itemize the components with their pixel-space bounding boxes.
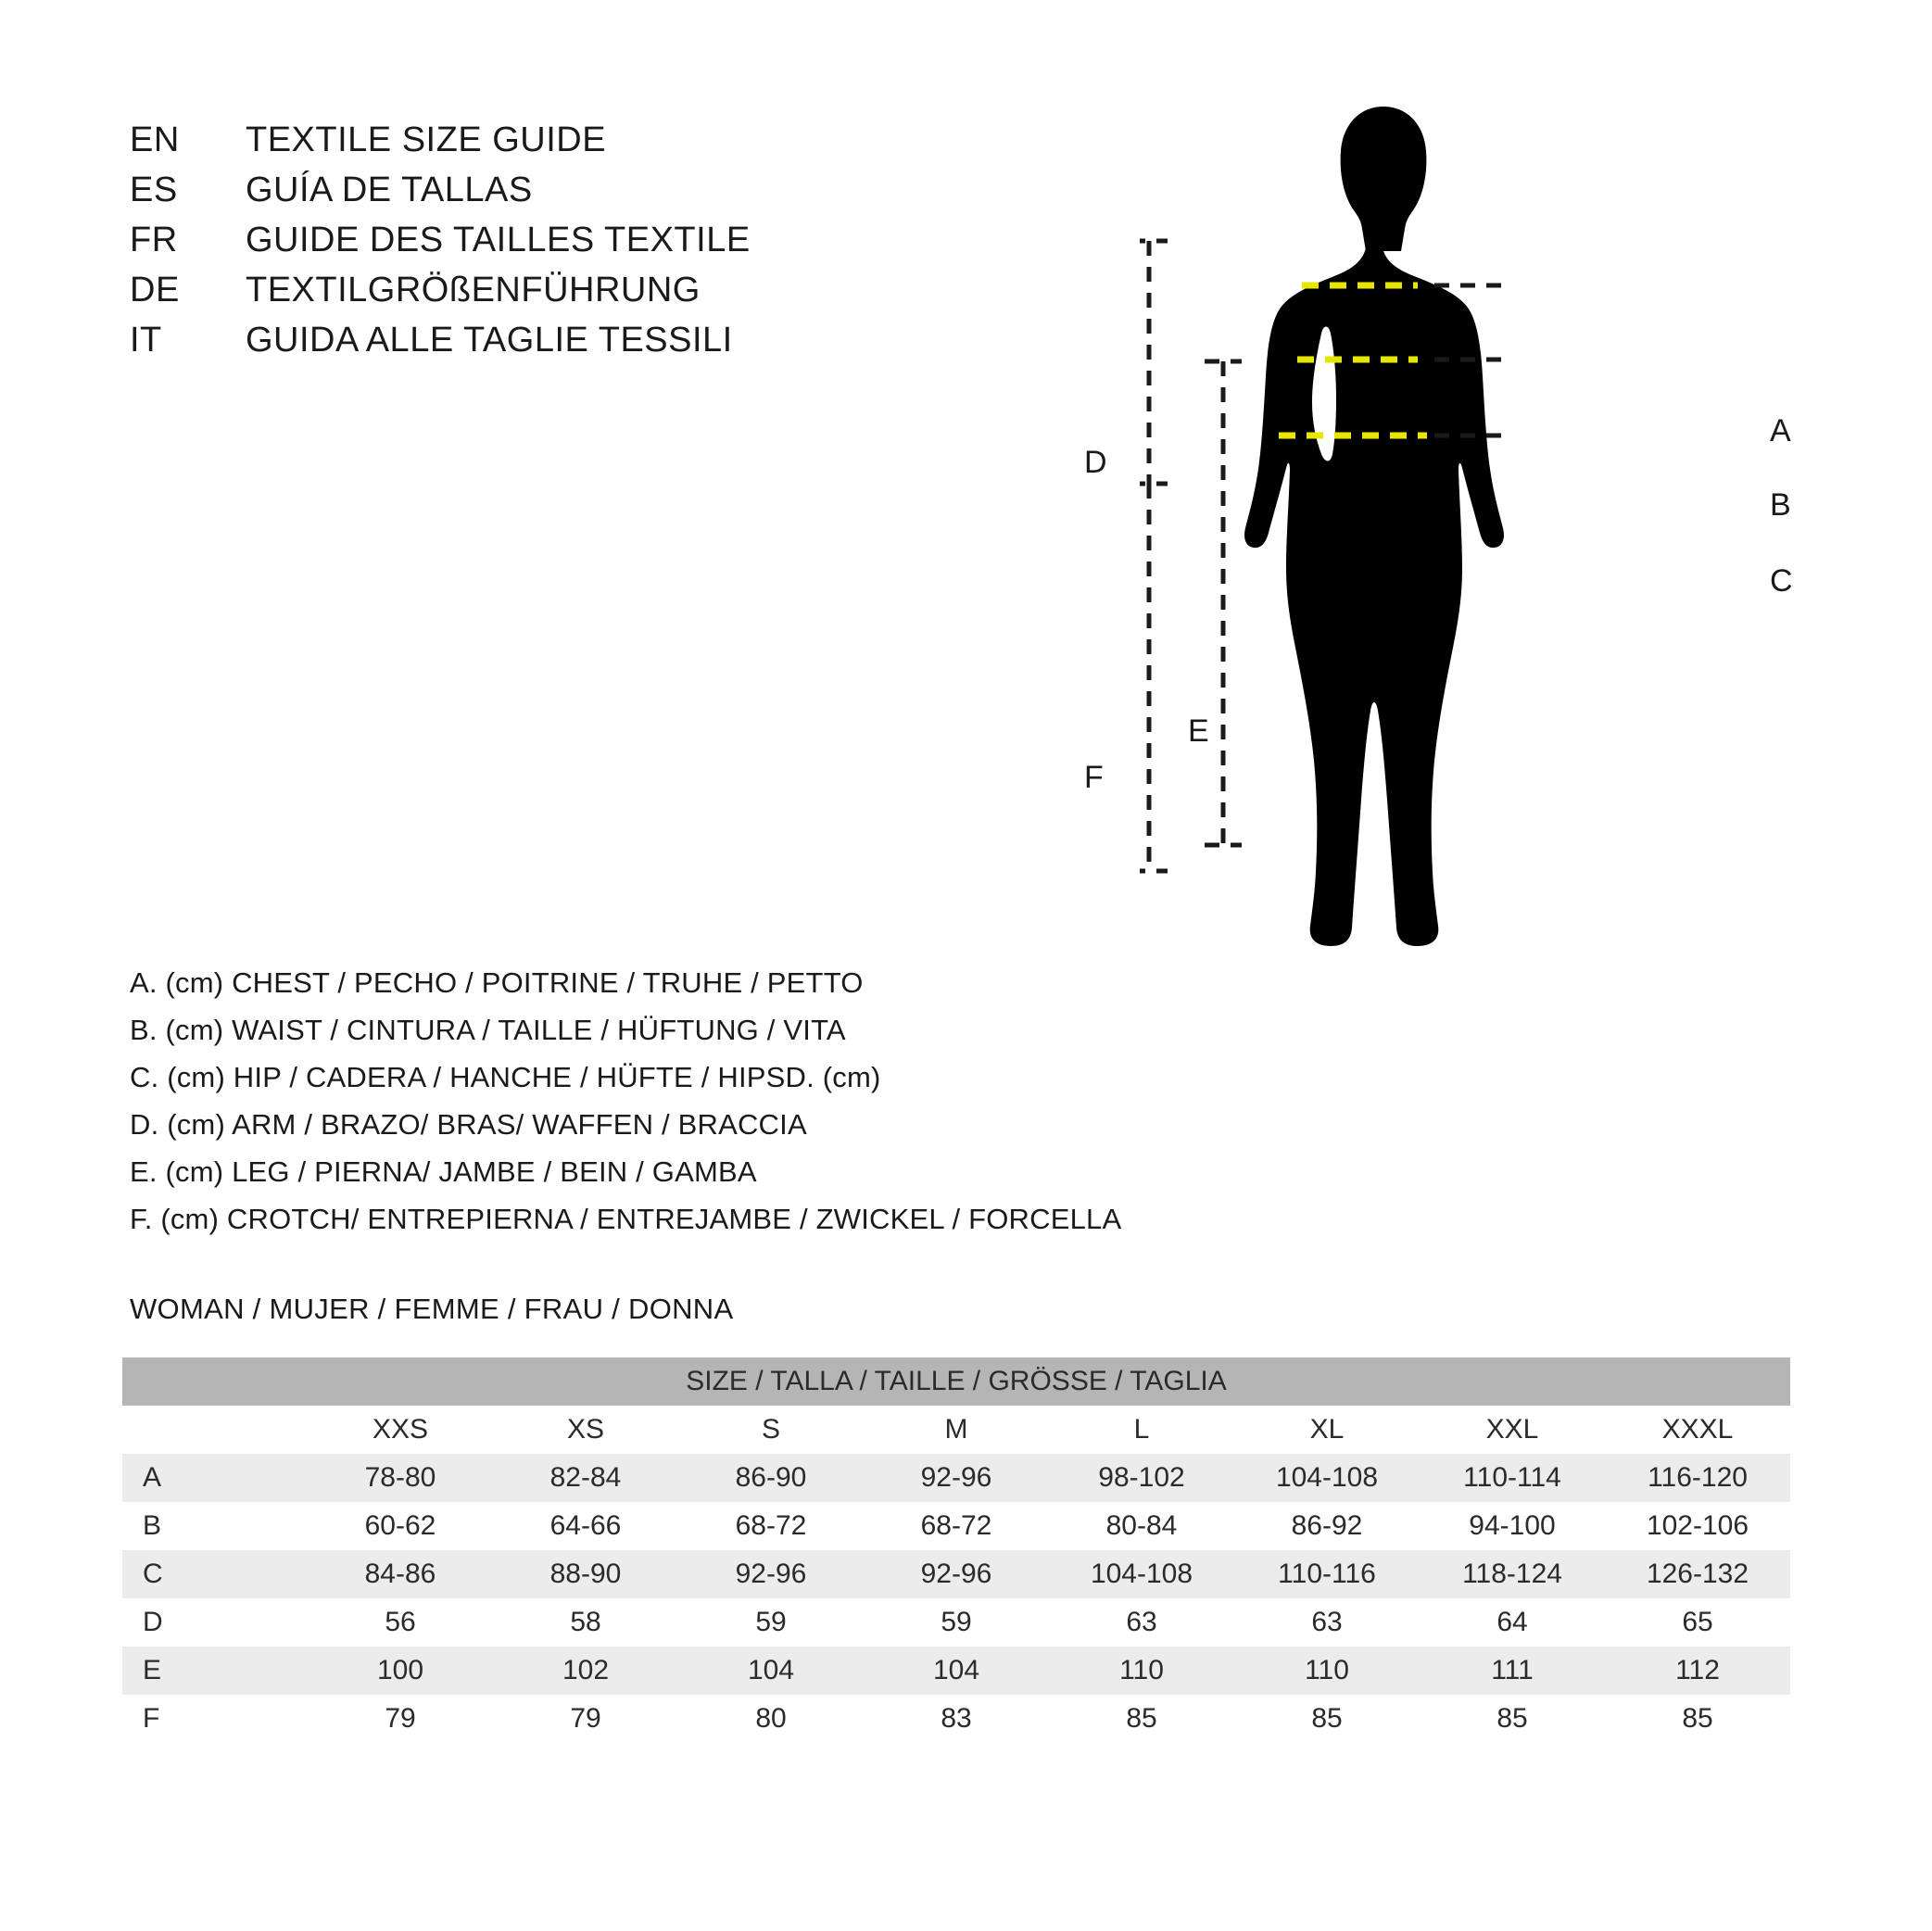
cell-d-m: 59 xyxy=(864,1598,1049,1647)
cell-b-l: 80-84 xyxy=(1049,1502,1234,1550)
cell-b-xxs: 60-62 xyxy=(308,1502,493,1550)
title-lang-en: EN xyxy=(130,120,180,159)
figure-diagram xyxy=(1084,56,1881,1242)
table-row xyxy=(122,1695,1790,1743)
dimension-label-c: C xyxy=(1770,563,1793,599)
title-text-it: GUIDA ALLE TAGLIE TESSILI xyxy=(246,321,733,360)
cell-f-l: 85 xyxy=(1049,1695,1234,1743)
row-letter-f: F xyxy=(122,1695,308,1743)
table-row xyxy=(122,1647,1790,1695)
dimension-label-d: D xyxy=(1084,445,1107,480)
row-letter-b: B xyxy=(122,1502,308,1550)
cell-c-s: 92-96 xyxy=(678,1550,864,1598)
cell-c-xs: 88-90 xyxy=(493,1550,678,1598)
cell-b-m: 68-72 xyxy=(864,1502,1049,1550)
cell-a-xxxl: 116-120 xyxy=(1605,1454,1790,1502)
cell-c-m: 92-96 xyxy=(864,1550,1049,1598)
cell-d-l: 63 xyxy=(1049,1598,1234,1647)
cell-a-xs: 82-84 xyxy=(493,1454,678,1502)
size-header-s: S xyxy=(678,1406,864,1454)
group-label: WOMAN / MUJER / FEMME / FRAU / DONNA xyxy=(130,1293,734,1325)
table-row xyxy=(122,1550,1790,1598)
size-header-xxs: XXS xyxy=(308,1406,493,1454)
title-row xyxy=(130,221,751,271)
cell-a-xxs: 78-80 xyxy=(308,1454,493,1502)
size-header-m: M xyxy=(864,1406,1049,1454)
cell-e-xxl: 111 xyxy=(1420,1647,1605,1695)
legend-item-c: C. (cm) HIP / CADERA / HANCHE / HÜFTE / HIPSD. (cm) xyxy=(130,1061,881,1093)
title-lang-de: DE xyxy=(130,271,180,309)
row-letter-d: D xyxy=(122,1598,308,1647)
size-header-xxxl: XXXL xyxy=(1605,1406,1790,1454)
cell-f-xxl: 85 xyxy=(1420,1695,1605,1743)
cell-b-xl: 86-92 xyxy=(1234,1502,1420,1550)
dimension-label-b: B xyxy=(1770,487,1791,523)
cell-e-m: 104 xyxy=(864,1647,1049,1695)
title-row xyxy=(130,120,751,170)
dimension-label-e: E xyxy=(1188,713,1209,749)
cell-a-m: 92-96 xyxy=(864,1454,1049,1502)
silhouette-svg xyxy=(1140,56,1881,1242)
cell-e-xxs: 100 xyxy=(308,1647,493,1695)
cell-e-xxxl: 112 xyxy=(1605,1647,1790,1695)
size-table-wrapper xyxy=(122,1357,1790,1743)
cell-e-xs: 102 xyxy=(493,1647,678,1695)
size-header-xl: XL xyxy=(1234,1406,1420,1454)
woman-silhouette-shape xyxy=(1244,107,1504,946)
table-row xyxy=(122,1502,1790,1550)
cell-c-xxxl: 126-132 xyxy=(1605,1550,1790,1598)
title-text-en: TEXTILE SIZE GUIDE xyxy=(246,120,607,159)
dimension-label-f: F xyxy=(1084,760,1104,795)
cell-d-xs: 58 xyxy=(493,1598,678,1647)
table-row xyxy=(122,1598,1790,1647)
cell-e-xl: 110 xyxy=(1234,1647,1420,1695)
cell-b-xs: 64-66 xyxy=(493,1502,678,1550)
cell-c-xxl: 118-124 xyxy=(1420,1550,1605,1598)
title-row xyxy=(130,170,751,221)
table-sizes-row xyxy=(122,1406,1790,1454)
cell-b-s: 68-72 xyxy=(678,1502,864,1550)
cell-e-l: 110 xyxy=(1049,1647,1234,1695)
dimension-e xyxy=(1205,361,1242,845)
title-lang-it: IT xyxy=(130,321,162,360)
row-letter-e: E xyxy=(122,1647,308,1695)
cell-a-l: 98-102 xyxy=(1049,1454,1234,1502)
legend-item-a: A. (cm) CHEST / PECHO / POITRINE / TRUHE / PETTO xyxy=(130,966,864,999)
legend-item-e: E. (cm) LEG / PIERNA/ JAMBE / BEIN / GAMBA xyxy=(130,1155,757,1188)
dimension-f xyxy=(1140,484,1168,871)
title-lang-es: ES xyxy=(130,170,178,209)
size-header-xs: XS xyxy=(493,1406,678,1454)
dimension-d xyxy=(1140,241,1168,484)
cell-b-xxl: 94-100 xyxy=(1420,1502,1605,1550)
legend-item-d: D. (cm) ARM / BRAZO/ BRAS/ WAFFEN / BRACCIA xyxy=(130,1108,807,1141)
row-letter-c: C xyxy=(122,1550,308,1598)
cell-b-xxxl: 102-106 xyxy=(1605,1502,1790,1550)
dimension-label-a: A xyxy=(1770,413,1791,448)
cell-d-xxl: 64 xyxy=(1420,1598,1605,1647)
cell-d-xxxl: 65 xyxy=(1605,1598,1790,1647)
table-corner-cell xyxy=(122,1406,308,1454)
cell-f-m: 83 xyxy=(864,1695,1049,1743)
table-header-band xyxy=(122,1357,1790,1406)
size-table xyxy=(122,1357,1790,1743)
title-text-fr: GUIDE DES TAILLES TEXTILE xyxy=(246,221,751,259)
cell-f-xxs: 79 xyxy=(308,1695,493,1743)
cell-c-l: 104-108 xyxy=(1049,1550,1234,1598)
cell-e-s: 104 xyxy=(678,1647,864,1695)
title-lang-fr: FR xyxy=(130,221,178,259)
title-row xyxy=(130,321,751,371)
table-band-label: SIZE / TALLA / TAILLE / GRÖSSE / TAGLIA xyxy=(122,1357,1790,1406)
title-text-es: GUÍA DE TALLAS xyxy=(246,170,533,209)
cell-a-xxl: 110-114 xyxy=(1420,1454,1605,1502)
row-letter-a: A xyxy=(122,1454,308,1502)
cell-d-s: 59 xyxy=(678,1598,864,1647)
cell-a-xl: 104-108 xyxy=(1234,1454,1420,1502)
cell-f-s: 80 xyxy=(678,1695,864,1743)
cell-a-s: 86-90 xyxy=(678,1454,864,1502)
legend-item-f: F. (cm) CROTCH/ ENTREPIERNA / ENTREJAMBE / ZWICKEL / FORCELLA xyxy=(130,1203,1122,1235)
table-row xyxy=(122,1454,1790,1502)
cell-f-xs: 79 xyxy=(493,1695,678,1743)
legend-item-b: B. (cm) WAIST / CINTURA / TAILLE / HÜFTUNG / VITA xyxy=(130,1014,846,1046)
measurement-legend xyxy=(130,959,1121,1243)
cell-c-xl: 110-116 xyxy=(1234,1550,1420,1598)
size-header-l: L xyxy=(1049,1406,1234,1454)
cell-d-xl: 63 xyxy=(1234,1598,1420,1647)
cell-f-xxxl: 85 xyxy=(1605,1695,1790,1743)
title-row xyxy=(130,271,751,321)
cell-d-xxs: 56 xyxy=(308,1598,493,1647)
title-block xyxy=(130,120,751,371)
cell-f-xl: 85 xyxy=(1234,1695,1420,1743)
size-header-xxl: XXL xyxy=(1420,1406,1605,1454)
title-text-de: TEXTILGRÖßENFÜHRUNG xyxy=(246,271,701,309)
cell-c-xxs: 84-86 xyxy=(308,1550,493,1598)
